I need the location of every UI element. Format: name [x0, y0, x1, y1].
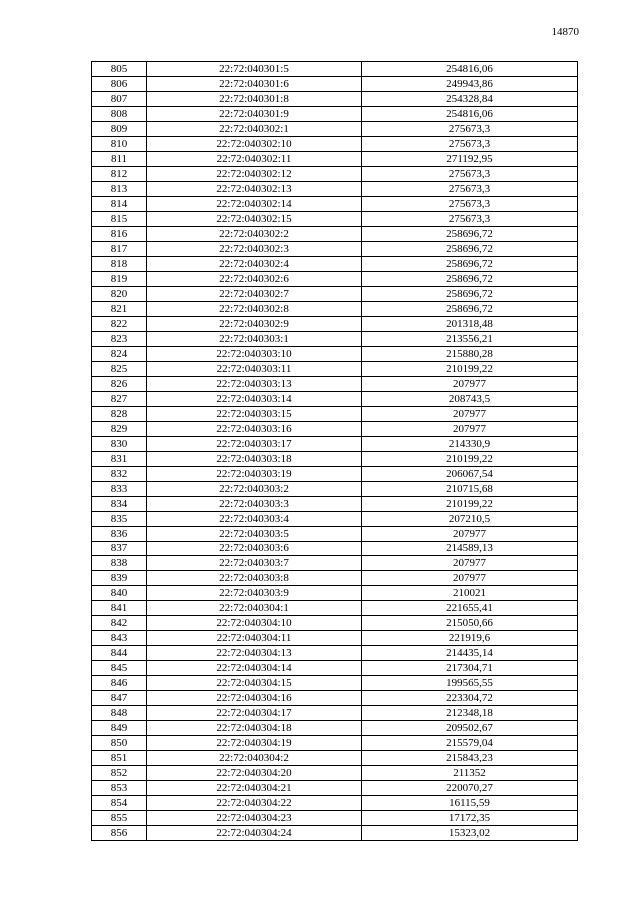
cadastral-number-cell: 22:72:040302:4 [147, 256, 362, 271]
cadastral-number-cell: 22:72:040304:20 [147, 766, 362, 781]
cadastral-number-cell: 22:72:040302:13 [147, 181, 362, 196]
cadastral-number-cell: 22:72:040302:15 [147, 211, 362, 226]
value-cell: 210199,22 [362, 451, 578, 466]
table-body [92, 62, 578, 841]
value-cell: 215579,04 [362, 736, 578, 751]
row-number-cell: 852 [92, 766, 147, 781]
cadastral-number-cell: 22:72:040304:18 [147, 721, 362, 736]
value-cell: 207977 [362, 406, 578, 421]
value-cell: 275673,3 [362, 136, 578, 151]
table-row [92, 241, 578, 256]
row-number-cell: 808 [92, 106, 147, 121]
row-number-cell: 822 [92, 316, 147, 331]
cadastral-number-cell: 22:72:040304:11 [147, 631, 362, 646]
table-row [92, 481, 578, 496]
row-number-cell: 829 [92, 421, 147, 436]
cadastral-number-cell: 22:72:040304:1 [147, 601, 362, 616]
value-cell: 207977 [362, 526, 578, 541]
row-number-cell: 836 [92, 526, 147, 541]
row-number-cell: 806 [92, 76, 147, 91]
cadastral-number-cell: 22:72:040303:13 [147, 376, 362, 391]
cadastral-number-cell: 22:72:040303:5 [147, 526, 362, 541]
row-number-cell: 838 [92, 556, 147, 571]
row-number-cell: 837 [92, 541, 147, 556]
value-cell: 258696,72 [362, 286, 578, 301]
value-cell: 215843,23 [362, 751, 578, 766]
table-row [92, 106, 578, 121]
cadastral-number-cell: 22:72:040304:14 [147, 661, 362, 676]
cadastral-number-cell: 22:72:040303:2 [147, 481, 362, 496]
value-cell: 16115,59 [362, 796, 578, 811]
value-cell: 258696,72 [362, 271, 578, 286]
table-row [92, 736, 578, 751]
value-cell: 206067,54 [362, 466, 578, 481]
cadastral-number-cell: 22:72:040302:9 [147, 316, 362, 331]
row-number-cell: 844 [92, 646, 147, 661]
row-number-cell: 807 [92, 91, 147, 106]
table-row [92, 166, 578, 181]
cadastral-number-cell: 22:72:040304:16 [147, 691, 362, 706]
value-cell: 275673,3 [362, 166, 578, 181]
row-number-cell: 816 [92, 226, 147, 241]
table-row [92, 301, 578, 316]
cadastral-number-cell: 22:72:040303:8 [147, 571, 362, 586]
value-cell: 207210,5 [362, 511, 578, 526]
cadastral-number-cell: 22:72:040303:9 [147, 586, 362, 601]
row-number-cell: 819 [92, 271, 147, 286]
table-row [92, 421, 578, 436]
table-row [92, 346, 578, 361]
row-number-cell: 842 [92, 616, 147, 631]
table-row [92, 811, 578, 826]
value-cell: 275673,3 [362, 121, 578, 136]
value-cell: 258696,72 [362, 226, 578, 241]
cadastral-number-cell: 22:72:040304:15 [147, 676, 362, 691]
table-row [92, 751, 578, 766]
value-cell: 212348,18 [362, 706, 578, 721]
row-number-cell: 847 [92, 691, 147, 706]
row-number-cell: 830 [92, 436, 147, 451]
value-cell: 214435,14 [362, 646, 578, 661]
table-row [92, 331, 578, 346]
cadastral-number-cell: 22:72:040301:6 [147, 76, 362, 91]
value-cell: 275673,3 [362, 196, 578, 211]
cadastral-number-cell: 22:72:040304:13 [147, 646, 362, 661]
value-cell: 207977 [362, 421, 578, 436]
value-cell: 207977 [362, 556, 578, 571]
cadastral-number-cell: 22:72:040302:7 [147, 286, 362, 301]
table-row [92, 406, 578, 421]
cadastral-number-cell: 22:72:040303:15 [147, 406, 362, 421]
table-row [92, 496, 578, 511]
table-row [92, 601, 578, 616]
cadastral-number-cell: 22:72:040302:14 [147, 196, 362, 211]
table-row [92, 256, 578, 271]
row-number-cell: 849 [92, 721, 147, 736]
cadastral-number-cell: 22:72:040304:17 [147, 706, 362, 721]
row-number-cell: 848 [92, 706, 147, 721]
table-row [92, 631, 578, 646]
row-number-cell: 854 [92, 796, 147, 811]
cadastral-number-cell: 22:72:040302:11 [147, 151, 362, 166]
row-number-cell: 840 [92, 586, 147, 601]
value-cell: 221655,41 [362, 601, 578, 616]
value-cell: 221919,6 [362, 631, 578, 646]
value-cell: 15323,02 [362, 826, 578, 841]
row-number-cell: 828 [92, 406, 147, 421]
row-number-cell: 833 [92, 481, 147, 496]
row-number-cell: 846 [92, 676, 147, 691]
value-cell: 217304,71 [362, 661, 578, 676]
value-cell: 271192,95 [362, 151, 578, 166]
value-cell: 210199,22 [362, 361, 578, 376]
table-row [92, 661, 578, 676]
cadastral-number-cell: 22:72:040301:8 [147, 91, 362, 106]
table-row [92, 466, 578, 481]
row-number-cell: 827 [92, 391, 147, 406]
row-number-cell: 835 [92, 511, 147, 526]
cadastral-number-cell: 22:72:040302:12 [147, 166, 362, 181]
value-cell: 199565,55 [362, 676, 578, 691]
table-row [92, 62, 578, 77]
table-row [92, 271, 578, 286]
table-row [92, 586, 578, 601]
value-cell: 208743,5 [362, 391, 578, 406]
value-cell: 275673,3 [362, 211, 578, 226]
table-row [92, 151, 578, 166]
page-number: 14870 [551, 26, 579, 38]
value-cell: 215880,28 [362, 346, 578, 361]
value-cell: 249943,86 [362, 76, 578, 91]
cadastral-number-cell: 22:72:040303:4 [147, 511, 362, 526]
cadastral-number-cell: 22:72:040303:3 [147, 496, 362, 511]
row-number-cell: 805 [92, 62, 147, 77]
table-row [92, 196, 578, 211]
value-cell: 220070,27 [362, 781, 578, 796]
table-row [92, 766, 578, 781]
cadastral-number-cell: 22:72:040304:23 [147, 811, 362, 826]
row-number-cell: 815 [92, 211, 147, 226]
table-row [92, 451, 578, 466]
cadastral-number-cell: 22:72:040303:19 [147, 466, 362, 481]
value-cell: 254816,06 [362, 106, 578, 121]
table-row [92, 646, 578, 661]
value-cell: 201318,48 [362, 316, 578, 331]
row-number-cell: 853 [92, 781, 147, 796]
table-row [92, 721, 578, 736]
row-number-cell: 841 [92, 601, 147, 616]
table-row [92, 361, 578, 376]
cadastral-number-cell: 22:72:040302:1 [147, 121, 362, 136]
table-row [92, 706, 578, 721]
value-cell: 215050,66 [362, 616, 578, 631]
value-cell: 17172,35 [362, 811, 578, 826]
table-row [92, 391, 578, 406]
table-row [92, 796, 578, 811]
cadastral-number-cell: 22:72:040303:7 [147, 556, 362, 571]
table-row [92, 181, 578, 196]
cadastral-number-cell: 22:72:040302:3 [147, 241, 362, 256]
row-number-cell: 832 [92, 466, 147, 481]
row-number-cell: 809 [92, 121, 147, 136]
table-row [92, 316, 578, 331]
cadastral-number-cell: 22:72:040301:5 [147, 62, 362, 77]
value-cell: 258696,72 [362, 256, 578, 271]
table-row [92, 436, 578, 451]
row-number-cell: 814 [92, 196, 147, 211]
row-number-cell: 818 [92, 256, 147, 271]
row-number-cell: 834 [92, 496, 147, 511]
cadastral-number-cell: 22:72:040303:11 [147, 361, 362, 376]
row-number-cell: 851 [92, 751, 147, 766]
cadastral-number-cell: 22:72:040304:2 [147, 751, 362, 766]
row-number-cell: 821 [92, 301, 147, 316]
table-row [92, 691, 578, 706]
data-table [91, 61, 578, 841]
value-cell: 211352 [362, 766, 578, 781]
row-number-cell: 820 [92, 286, 147, 301]
cadastral-number-cell: 22:72:040303:1 [147, 331, 362, 346]
row-number-cell: 823 [92, 331, 147, 346]
table-row [92, 571, 578, 586]
value-cell: 210715,68 [362, 481, 578, 496]
table-row [92, 226, 578, 241]
table-row [92, 511, 578, 526]
row-number-cell: 825 [92, 361, 147, 376]
value-cell: 254328,84 [362, 91, 578, 106]
cadastral-number-cell: 22:72:040303:18 [147, 451, 362, 466]
value-cell: 214330,9 [362, 436, 578, 451]
row-number-cell: 855 [92, 811, 147, 826]
table-row [92, 136, 578, 151]
cadastral-number-cell: 22:72:040304:21 [147, 781, 362, 796]
row-number-cell: 856 [92, 826, 147, 841]
value-cell: 210199,22 [362, 496, 578, 511]
cadastral-number-cell: 22:72:040304:24 [147, 826, 362, 841]
table-row [92, 676, 578, 691]
row-number-cell: 817 [92, 241, 147, 256]
value-cell: 210021 [362, 586, 578, 601]
row-number-cell: 845 [92, 661, 147, 676]
table-row [92, 526, 578, 541]
row-number-cell: 839 [92, 571, 147, 586]
table-row [92, 826, 578, 841]
table-row [92, 616, 578, 631]
cadastral-number-cell: 22:72:040304:22 [147, 796, 362, 811]
table-row [92, 286, 578, 301]
value-cell: 207977 [362, 571, 578, 586]
table-row [92, 376, 578, 391]
cadastral-number-cell: 22:72:040302:8 [147, 301, 362, 316]
table-row [92, 121, 578, 136]
row-number-cell: 812 [92, 166, 147, 181]
cadastral-number-cell: 22:72:040304:10 [147, 616, 362, 631]
row-number-cell: 824 [92, 346, 147, 361]
row-number-cell: 813 [92, 181, 147, 196]
value-cell: 214589,13 [362, 541, 578, 556]
table-row [92, 91, 578, 106]
value-cell: 213556,21 [362, 331, 578, 346]
value-cell: 258696,72 [362, 301, 578, 316]
row-number-cell: 810 [92, 136, 147, 151]
table-row [92, 541, 578, 556]
table-row [92, 211, 578, 226]
row-number-cell: 826 [92, 376, 147, 391]
value-cell: 207977 [362, 376, 578, 391]
cadastral-number-cell: 22:72:040302:10 [147, 136, 362, 151]
cadastral-number-cell: 22:72:040303:6 [147, 541, 362, 556]
table-row [92, 556, 578, 571]
row-number-cell: 850 [92, 736, 147, 751]
value-cell: 209502,67 [362, 721, 578, 736]
row-number-cell: 831 [92, 451, 147, 466]
cadastral-number-cell: 22:72:040302:2 [147, 226, 362, 241]
cadastral-number-cell: 22:72:040303:16 [147, 421, 362, 436]
cadastral-number-cell: 22:72:040303:17 [147, 436, 362, 451]
cadastral-number-cell: 22:72:040301:9 [147, 106, 362, 121]
row-number-cell: 811 [92, 151, 147, 166]
cadastral-number-cell: 22:72:040304:19 [147, 736, 362, 751]
cadastral-number-cell: 22:72:040302:6 [147, 271, 362, 286]
value-cell: 258696,72 [362, 241, 578, 256]
cadastral-number-cell: 22:72:040303:14 [147, 391, 362, 406]
value-cell: 254816,06 [362, 62, 578, 77]
table-row [92, 781, 578, 796]
table-row [92, 76, 578, 91]
row-number-cell: 843 [92, 631, 147, 646]
cadastral-number-cell: 22:72:040303:10 [147, 346, 362, 361]
value-cell: 223304,72 [362, 691, 578, 706]
value-cell: 275673,3 [362, 181, 578, 196]
